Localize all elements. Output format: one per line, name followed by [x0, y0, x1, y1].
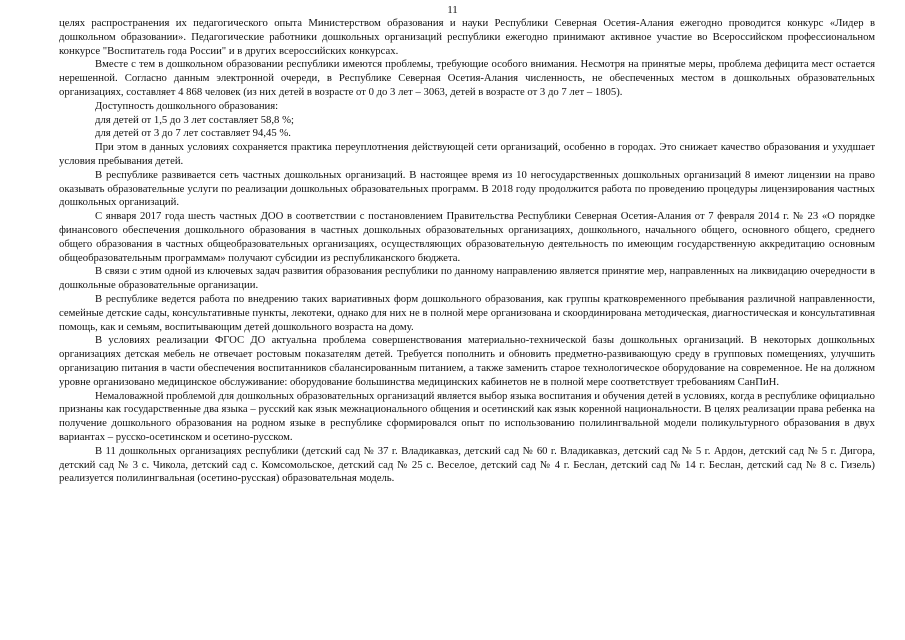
- paragraph-7: В республике развивается сеть частных дошкольных организаций. В настоящее время из 10 негосударственных дошкольных организаций 8 имеют лицензии на право оказывать образовательные услуги по реализации дошкольных образовательных программ. В 2018 году продолжится работа по проведению процедуры лицензирования частных дошкольных организаций.: [59, 168, 875, 209]
- paragraph-6: При этом в данных условиях сохраняется практика переуплотнения действующей сети организаций, особенно в городах. Это снижает качество образования и ухудшает условия пребывания детей.: [59, 141, 875, 167]
- paragraph-9: В связи с этим одной из ключевых задач развития образования республики по данному направлению является принятие мер, направленных на ликвидацию очередности в дошкольные образовательные организации.: [59, 265, 875, 292]
- paragraph-11: В условиях реализации ФГОС ДО актуальна проблема совершенствования материально-технической базы дошкольных организаций. В некоторых дошкольных организациях детская мебель не отвечает ростовым показателям детей. Требуется пополнить и обновить предметно-развивающую среду в групповых помещениях, улучшить организацию питания в части обеспечения воспитанников сбалансированным питанием, а также заменить старое технологическое оборудование на современное. Не на должном уровне организовано медицинское обслуживание: оборудование большинства медицинских кабинетов не в полной мере соответствует требованиям СанПиН.: [59, 334, 875, 388]
- paragraph-4: для детей от 1,5 до 3 лет составляет 58,8 %;: [95, 113, 294, 126]
- paragraph-8: С января 2017 года шесть частных ДОО в соответствии с постановлением Правительства Республики Северная Осетия-Алания от 7 февраля 2014 г. № 23 «О порядке финансового обеспечения дошкольного образования в частных дошкольных образовательных организациях, дошкольного, начального общего, основного общего, среднего общего образования в частных общеобразовательных организациях, осуществляющих образовательную деятельность по имеющим государственную аккредитацию основным общеобразовательным программам» получают субсидии из республиканского бюджета.: [59, 210, 875, 264]
- paragraph-5: для детей от 3 до 7 лет составляет 94,45 %.: [95, 127, 291, 140]
- paragraph-13: В 11 дошкольных организациях республики (детский сад № 37 г. Владикавказ, детский сад № 60 г. Владикавказ, детский сад № 5 г. Ардон, детский сад № 5 г. Дигора, детский сад № 3 с. Чикола, детский сад с. Комсомольское, детский сад № 25 с. Веселое, детский сад № 4 г. Беслан, детский сад № 14 г. Беслан, детский сад № 8 с. Гизель) реализуется полилингвальная (осетино-русская) образовательная модель.: [59, 444, 875, 485]
- page-number: 11: [447, 4, 458, 16]
- paragraph-2: Вместе с тем в дошкольном образовании республики имеются проблемы, требующие особого внимания. Несмотря на принятые меры, проблема дефицита мест остается нерешенной. Согласно данным электронной очереди, в Республике Северная Осетия-Алания численность, не обеспеченных местом в дошкольных образовательных организациях, составляет 4 868 человек (из них детей в возрасте от 0 до 3 лет – 3063, детей в возрасте от 3 до 7 лет – 1805).: [59, 58, 875, 98]
- paragraph-3: Доступность дошкольного образования:: [95, 99, 279, 112]
- paragraph-10: В республике ведется работа по внедрению таких вариативных форм дошкольного образования, как группы кратковременного пребывания различной направленности, семейные детские сады, консультативные пункты, лекотеки, однако для них не в полной мере организована и скоординирована методическая, диагностическая и консультативная помощь, как и семьям, воспитывающим детей дошкольного возраста на дому.: [59, 292, 875, 333]
- paragraph-1: целях распространения их педагогического опыта Министерством образования и науки Республики Северная Осетия-Алания ежегодно проводится конкурс «Лидер в дошкольном образовании». Педагогические работники дошкольных организаций республики ежегодно принимают активное участие во Всероссийском профессиональном конкурсе "Воспитатель года России" и в других всероссийских конкурсах.: [59, 17, 875, 57]
- paragraph-12: Немаловажной проблемой для дошкольных образовательных организаций является выбор языка воспитания и обучения детей в условиях, когда в республике официально признаны как государственные два языка – русский как язык межнационального общения и осетинский как язык коренной национальности. В целях реализации права ребенка на получение дошкольного образования на родном языке в республике сформировался опыт по использованию полилингвальной модели поликультурного образования в двух вариантах – русско-осетинском и осетино-русском.: [59, 389, 875, 443]
- document-body: [59, 17, 875, 486]
